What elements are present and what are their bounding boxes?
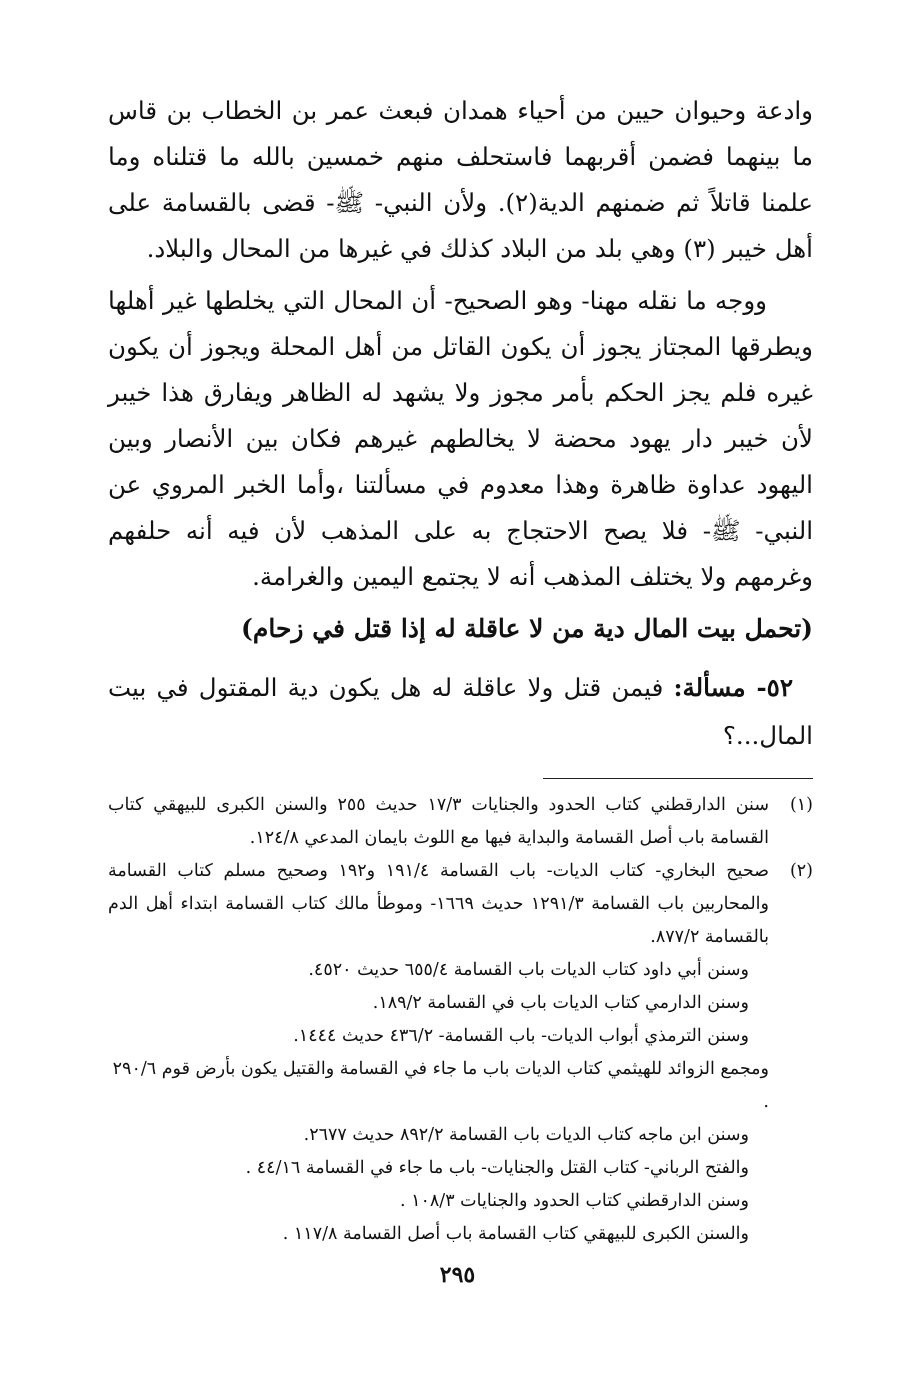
reference-line: ومجمع الزوائد للهيثمي كتاب الديات باب ما جاء في القسامة والقتيل يكون بأرض قوم ٢٩٠/٦ . <box>112 1059 769 1112</box>
footnote-2 <box>108 855 813 954</box>
reference-line: وسنن الترمذي أبواب الديات- باب القسامة- ٤٣٦/٢ حديث ١٤٤٤. <box>293 1026 749 1046</box>
footnote-divider <box>543 778 813 779</box>
footnotes <box>108 789 813 1251</box>
section-heading: (تحمل بيت المال دية من لا عاقلة له إذا قتل في زحام) <box>241 614 813 643</box>
footnote-text: سنن الدارقطني كتاب الحدود والجنايات ١٧/٣ حديث ٢٥٥ والسنن الكبرى للبيهقي كتاب القسامة باب أصل القسامة والبداية فيها مع اللوث بايمان المدعي ١٢٤/٨. <box>108 795 769 848</box>
footnote-text: صحيح البخاري- كتاب الديات- باب القسامة ١٩١/٤ و١٩٢ وصحيح مسلم كتاب القسامة والمحاربين باب القسامة ١٢٩١/٣ حديث ١٦٦٩- وموطأ مالك كتاب القسامة ابتداء أهل الدم بالقسامة ٨٧٧/٢. <box>108 861 769 947</box>
body-paragraph-2: ووجه ما نقله مهنا- وهو الصحيح- أن المحال التي يخلطها غير أهلها ويطرقها المجتاز يجوز أن يكون القاتل من أهل المحلة ويجوز أن يكون غيره فلم يجز الحكم بأمر مجوز ولا يشهد له الظاهر ويفارق هذا خيبر لأن خيبر دار يهود محضة لا يخالطهم غيرهم فكان بين الأنصار وبين اليهود عداوة ظاهرة وهذا معدوم في مسألتنا ،وأما الخبر المروي عن النبي- ﷺ- فلا يصح الاحتجاج به على المذهب لأن فيه أنه حلفهم وغرمهم ولا يختلف المذهب أنه لا يجتمع اليمين والغرامة. <box>108 286 813 591</box>
reference-line: والفتح الرباني- كتاب القتل والجنايات- باب ما جاء في القسامة ٤٤/١٦ . <box>245 1158 749 1178</box>
footnote-1 <box>108 789 813 855</box>
footnote-2-references <box>108 954 813 1251</box>
body-paragraph-1: وادعة وحيوان حيين من أحياء همدان فبعث عمر بن الخطاب بن قاس ما بينهما فضمن أقربهما فاستحلف منهم خمسين بالله ما قتلناه وما علمنا قاتلاً ثم ضمنهم الدية(٢). ولأن النبي- ﷺ- قضى بالقسامة على أهل خيبر (٣) وهي بلد من البلاد كذلك في غيرها من المحال والبلاد. <box>108 96 813 263</box>
reference-line: وسنن الدارمي كتاب الديات باب في القسامة ١٨٩/٢. <box>372 993 749 1013</box>
reference-line: وسنن أبي داود كتاب الديات باب القسامة ٦٥٥/٤ حديث ٤٥٢٠. <box>308 960 749 980</box>
reference-line: وسنن الدارقطني كتاب الحدود والجنايات ١٠٨/٣ . <box>399 1191 749 1211</box>
question-paragraph <box>108 664 813 760</box>
footnote-number: (١) <box>789 795 813 815</box>
footnote-number: (٢) <box>789 861 813 881</box>
reference-line: والسنن الكبرى للبيهقي كتاب القسامة باب أصل القسامة ١١٧/٨ . <box>282 1224 749 1244</box>
reference-line: وسنن ابن ماجه كتاب الديات باب القسامة ٨٩٢/٢ حديث ٢٦٧٧. <box>303 1125 749 1145</box>
question-text: فيمن قتل ولا عاقلة له هل يكون دية المقتول في بيت المال...؟ <box>108 673 813 750</box>
question-number: ٥٢- مسألة: <box>673 673 793 702</box>
page-content <box>108 88 813 1251</box>
page-number: ٢٩٥ <box>439 1262 476 1288</box>
